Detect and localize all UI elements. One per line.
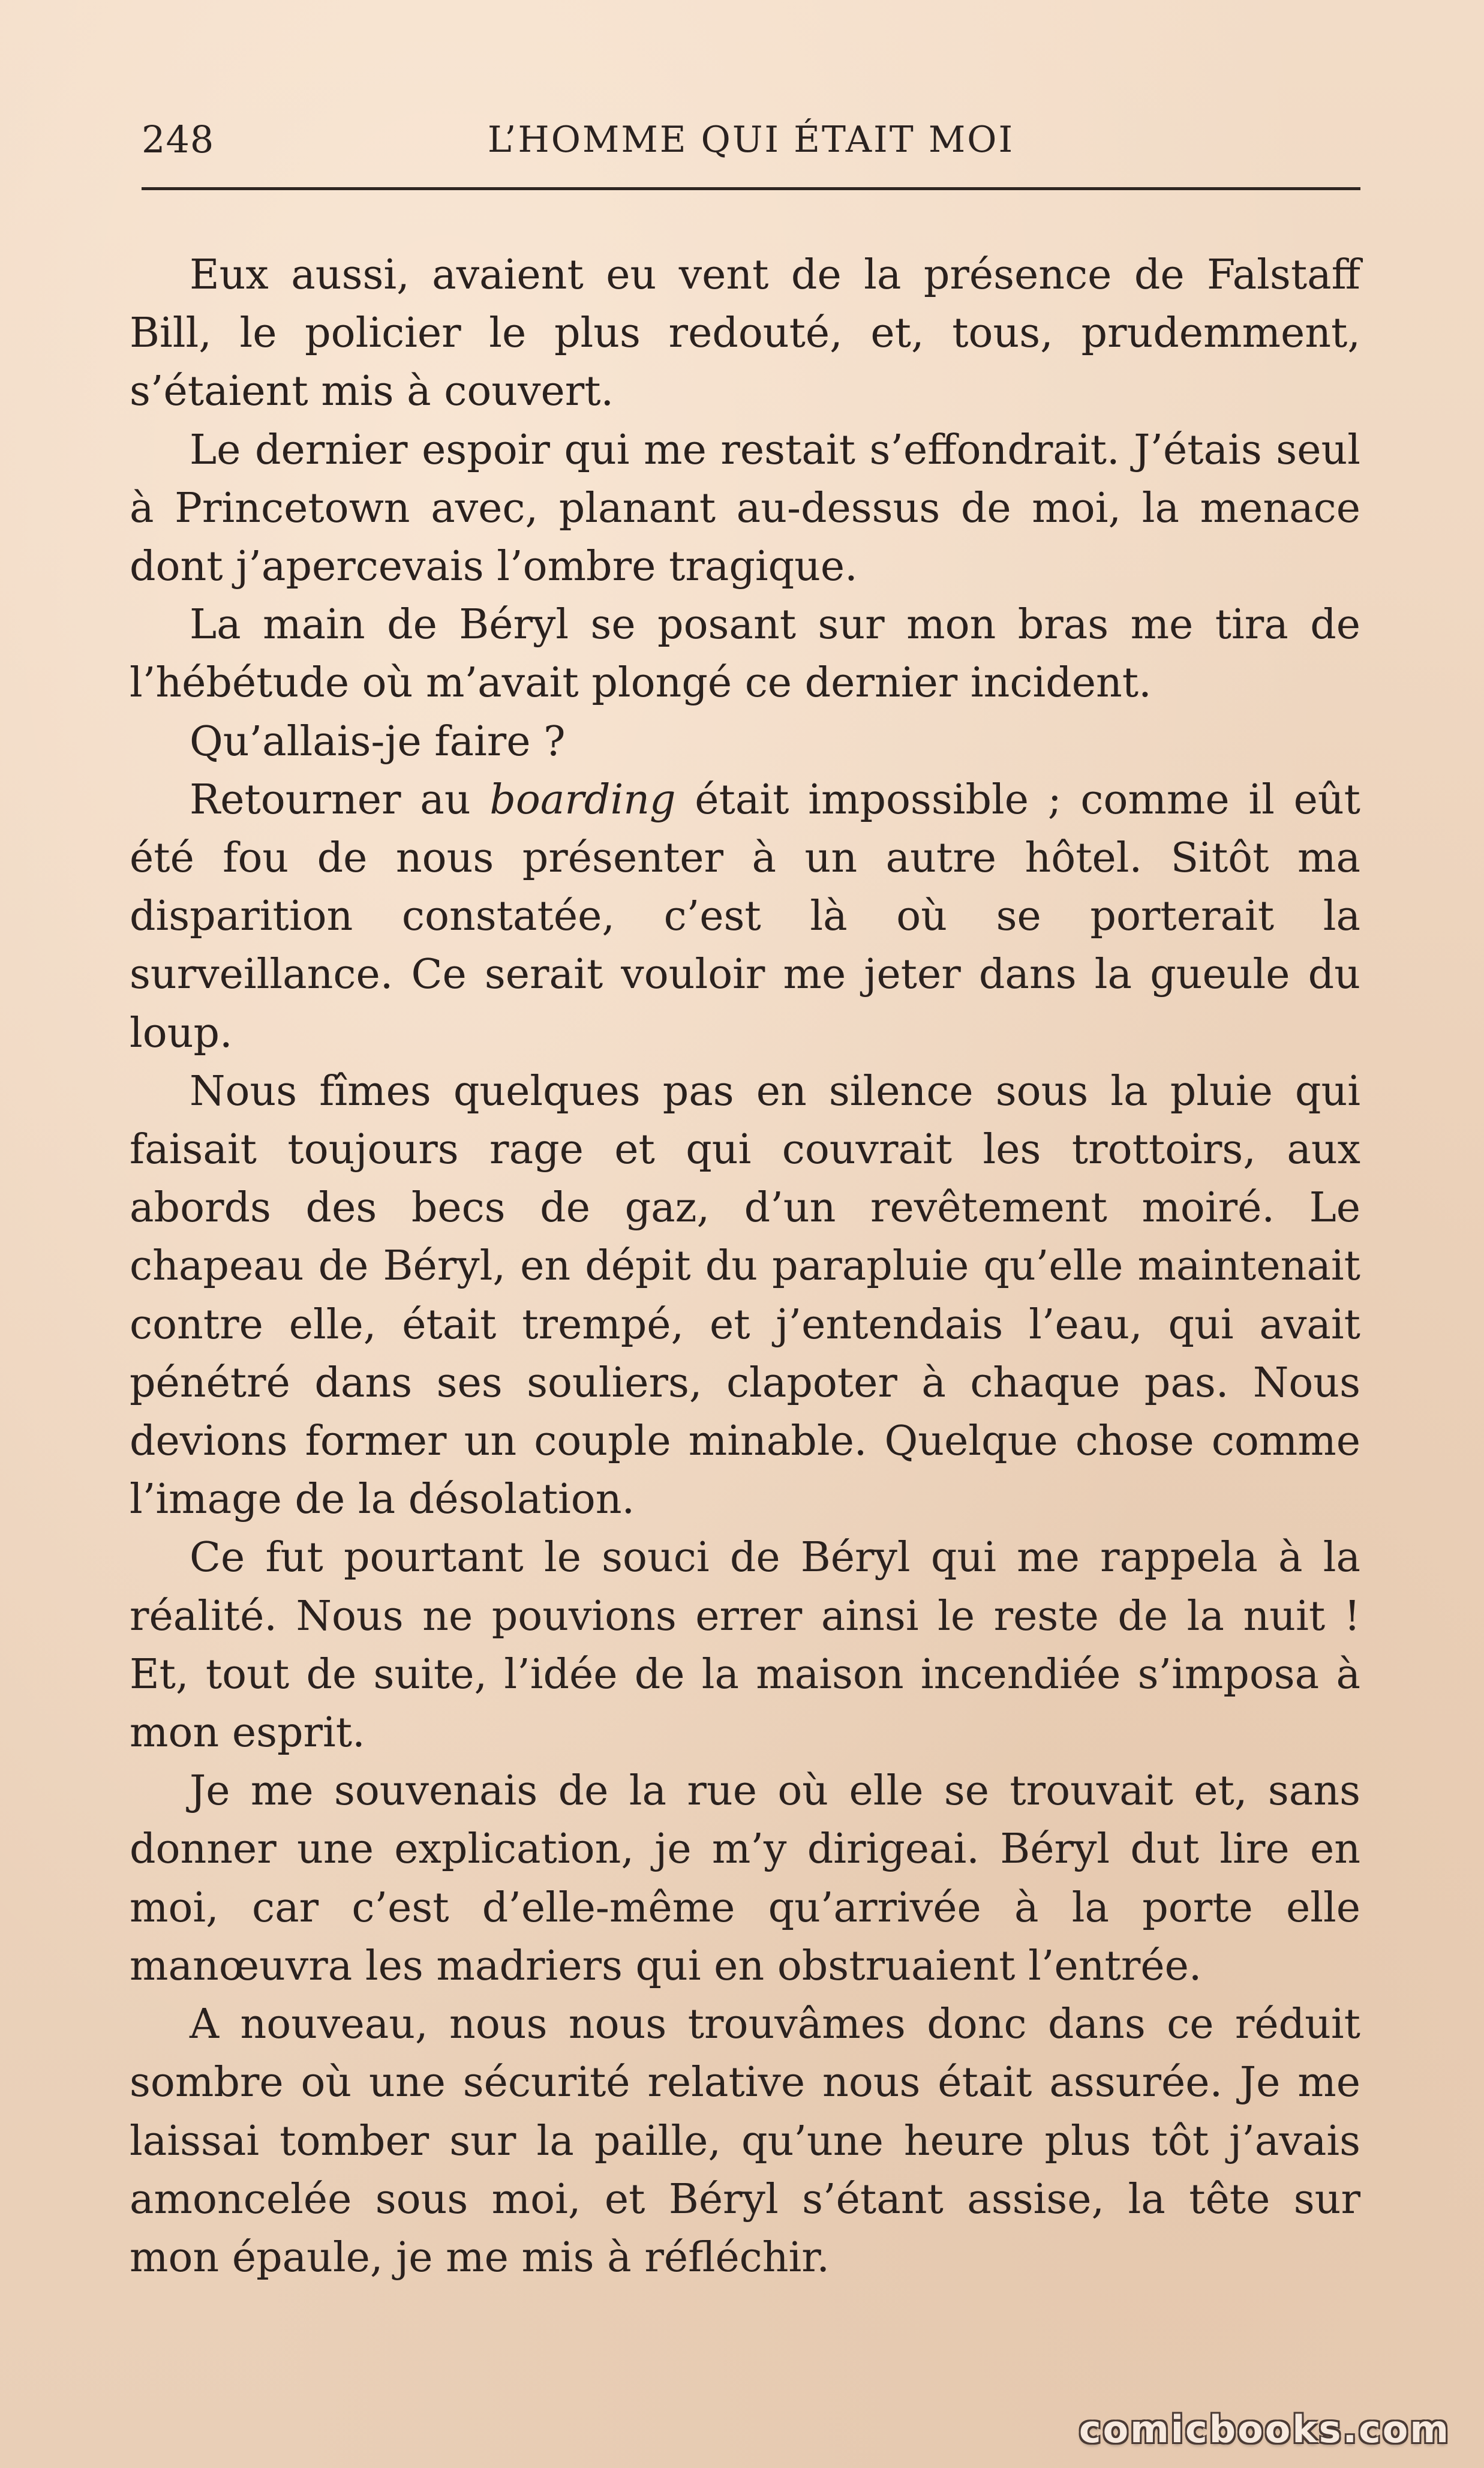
page-header bbox=[142, 113, 1360, 167]
paragraph-6: Nous fîmes quelques pas en silence sous la pluie qui faisait toujours rage et qui couvrait les trottoirs, aux abords des becs de gaz, d’un revêtement moiré. Le chapeau de Béryl, en dépit du parapluie qu’elle maintenait contre elle, était trempé, et j’entendais l’eau, qui avait pénétré dans ses souliers, clapoter à chaque pas. Nous devions former un couple minable. Quelque chose comme l’image de la désolation. bbox=[130, 1067, 1360, 1524]
paragraph-4: Qu’allais-je faire ? bbox=[190, 717, 566, 765]
page-number: 248 bbox=[142, 118, 215, 161]
paragraph-5-start: Retourner au bbox=[190, 776, 490, 824]
body-text bbox=[130, 246, 1360, 2287]
italic-word-boarding: boarding bbox=[489, 776, 676, 824]
paragraph-1: Eux aussi, avaient eu vent de la présence de Falstaff Bill, le policier le plus redouté, et, tous, prudemment, s’étaient mis à couvert. bbox=[130, 251, 1360, 416]
paragraph-8: Je me souvenais de la rue où elle se trouvait et, sans donner une explication, je m’y dirigeai. Béryl dut lire en moi, car c’est d’elle-même qu’arrivée à la porte elle manœuvra les madriers qui en obstruaient l’entrée. bbox=[130, 1767, 1360, 1990]
paragraph-3: La main de Béryl se posant sur mon bras me tira de l’hébétude où m’avait plongé ce dernier incident. bbox=[130, 601, 1360, 707]
watermark: comicbooks.com bbox=[1079, 2407, 1450, 2451]
paragraph-2: Le dernier espoir qui me restait s’effondrait. J’étais seul à Princetown avec, planant au-dessus de moi, la menace dont j’apercevais l’ombre tragique. bbox=[130, 426, 1360, 591]
paragraph-7: Ce fut pourtant le souci de Béryl qui me rappela à la réalité. Nous ne pouvions errer ainsi le reste de la nuit ! Et, tout de suite, l’idée de la maison incendiée s’imposa à mon esprit. bbox=[130, 1534, 1360, 1757]
header-rule bbox=[142, 187, 1360, 190]
paragraph-9: A nouveau, nous nous trouvâmes donc dans ce réduit sombre où une sécurité relative nous était assurée. Je me laissai tomber sur la paille, qu’une heure plus tôt j’avais amoncelée sous moi, et Béryl s’étant assise, la tête sur mon épaule, je me mis à réfléchir. bbox=[130, 2001, 1360, 2281]
paragraph-5 bbox=[130, 771, 1360, 1062]
running-title: L’HOMME QUI ÉTAIT MOI bbox=[487, 119, 1015, 161]
paragraph-5-end: était impossible ; comme il eût été fou de nous présenter à un autre hôtel. Sitôt ma disparition constatée, c’est là où se porterait la surveillance. Ce serait vouloir me jeter dans la gueule du loup. bbox=[130, 776, 1360, 1057]
